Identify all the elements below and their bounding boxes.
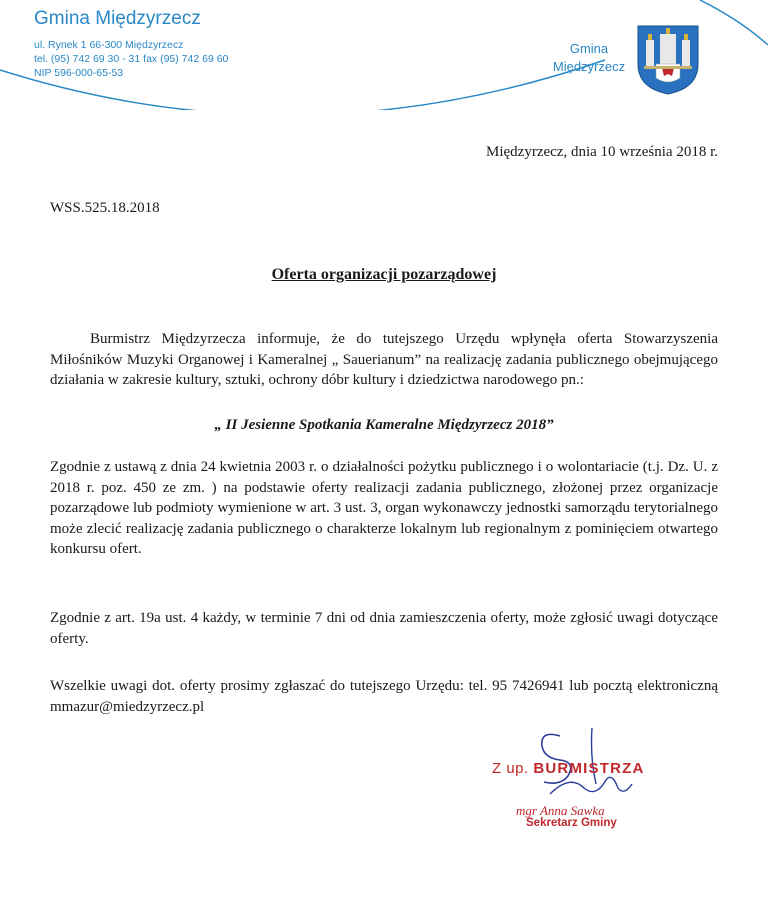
stamp-office xyxy=(492,760,645,777)
event-title: „ II Jesienne Spotkania Kameralne Międzyrzecz 2018” xyxy=(214,417,554,433)
logo-line-1: Gmina xyxy=(569,41,609,56)
stamp-office-title: BURMISTRZA xyxy=(533,760,645,777)
paragraph-intro: Burmistrz Międzyrzecza informuje, że do tutejszego Urzędu wpłynęła oferta Stowarzyszenia Miłośników Muzyki Organowej i Kameralnej „ Sauerianum” na realizację zadania publicznego obejmującego działania w zakresie kultury, sztuki, ochrony dóbr kultury i dziedzictwa narodowego pn.: xyxy=(50,331,718,388)
case-reference: WSS.525.18.2018 xyxy=(50,200,160,216)
logo-line-2: Międzyrzecz xyxy=(552,59,626,74)
paragraph-legal-basis: Zgodnie z ustawą z dnia 24 kwietnia 2003 r. o działalności pożytku publicznego i o wolontariacie (t.j. Dz. U. z 2018 r. poz. 450 ze zm. ) na podstawie oferty realizacji zadania publicznego, złożonej przez organizacje pozarządowe lub podmioty wymienione w art. 3 ust. 3, organ wykonawczy jednostki samorządu terytorialnego może zlecić realizację zadania publicznego o charakterze lokalnym lub regionalnym z pominięciem otwartego konkursu ofert. xyxy=(50,459,718,557)
stamp-signatory-name: mgr Anna Sawka xyxy=(516,803,605,818)
coat-of-arms-icon xyxy=(636,24,700,96)
institution-address: ul. Rynek 1 66-300 Międzyrzecz xyxy=(34,39,184,51)
institution-name: Gmina Międzyrzecz xyxy=(34,8,201,29)
paragraph-contact: Wszelkie uwagi dot. oferty prosimy zgłaszać do tutejszego Urzędu: tel. 95 7426941 lub pocztą elektroniczną mmazur@miedzyrzecz.pl xyxy=(50,678,718,715)
paragraph-comments-deadline: Zgodnie z art. 19a ust. 4 każdy, w terminie 7 dni od dnia zamieszczenia oferty, może zgłosić uwagi dotyczące oferty. xyxy=(50,610,718,647)
institution-phone: tel. (95) 742 69 30 - 31 fax (95) 742 69 60 xyxy=(34,53,229,65)
stamp-zup: Z up. xyxy=(492,760,529,777)
institution-nip: NIP 596-000-65-53 xyxy=(34,67,124,79)
logo-wordmark xyxy=(544,40,634,76)
letter-date: Międzyrzecz, dnia 10 września 2018 r. xyxy=(486,144,718,160)
letter-title: Oferta organizacji pozarządowej xyxy=(271,266,497,283)
stamp-signatory-role: Sekretarz Gminy xyxy=(526,817,617,829)
